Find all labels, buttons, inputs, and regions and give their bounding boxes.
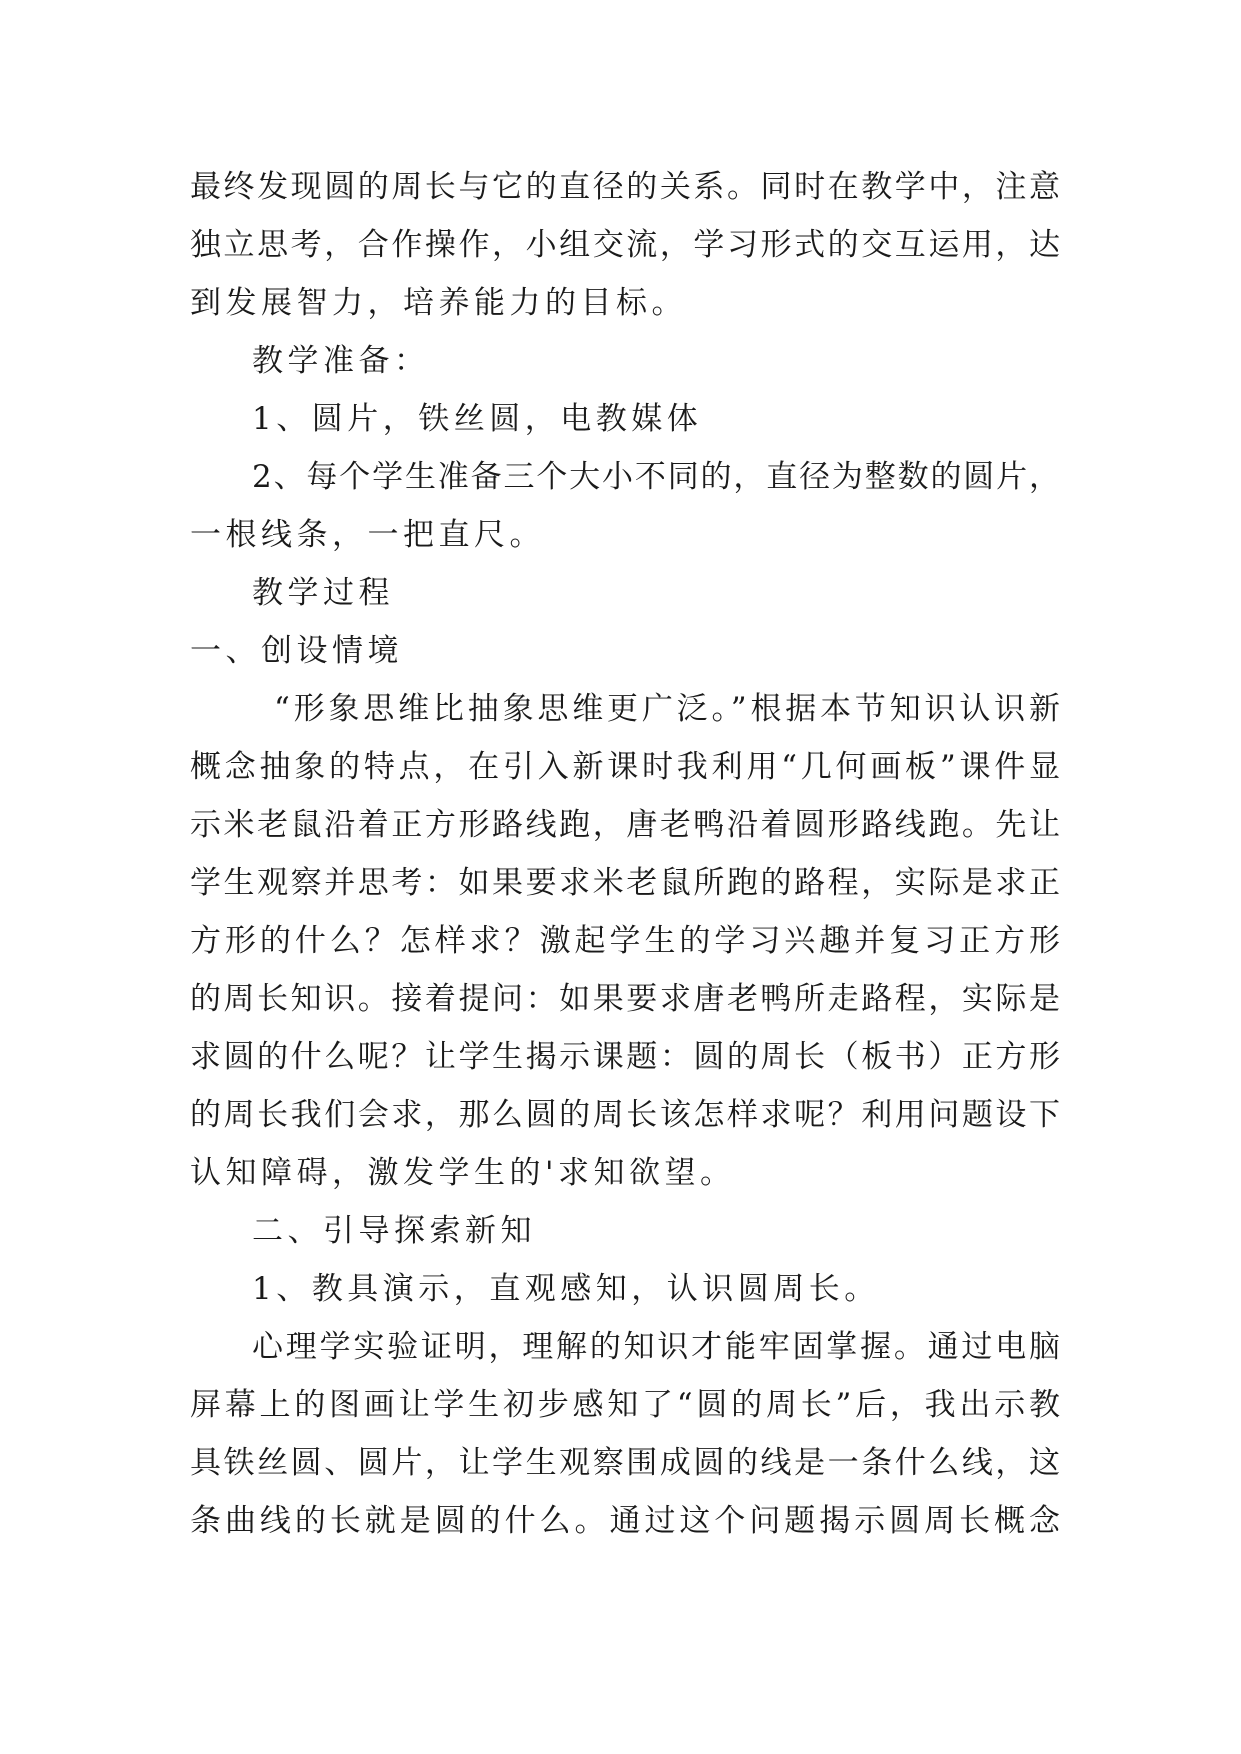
text-line: 的周长我们会求，那么圆的周长该怎样求呢？利用问题设下: [190, 1097, 1060, 1133]
list-item: 1、圆片，铁丝圆，电教媒体: [252, 401, 703, 437]
text-line: 认知障碍，激发学生的'求知欲望。: [190, 1155, 736, 1191]
text-line: 一根线条，一把直尺。: [190, 517, 545, 553]
text-line: 方形的什么？怎样求？激起学生的学习兴趣并复习正方形: [190, 923, 1060, 959]
text-line: 独立思考，合作操作，小组交流，学习形式的交互运用，达: [190, 227, 1060, 263]
text-line: 到发展智力，培养能力的目标。: [190, 285, 687, 321]
text-line: 心理学实验证明，理解的知识才能牢固掌握。通过电脑: [252, 1329, 1060, 1365]
text-line: 的周长知识。接着提问：如果要求唐老鸭所走路程，实际是: [190, 981, 1060, 1017]
document-page: [190, 158, 1060, 1550]
text-line: 条曲线的长就是圆的什么。通过这个问题揭示圆周长概念: [190, 1503, 1060, 1539]
list-item: 1、教具演示，直观感知，认识圆周长。: [252, 1271, 880, 1307]
section-label-process: 教学过程: [252, 575, 394, 611]
section-heading: 一、创设情境: [190, 633, 403, 669]
text-line: 最终发现圆的周长与它的直径的关系。同时在教学中，注意: [190, 169, 1060, 205]
text-line: “形象思维比抽象思维更广泛。”根据本节知识认识新: [274, 691, 1060, 727]
list-item: 2、每个学生准备三个大小不同的，直径为整数的圆片，: [252, 459, 1060, 495]
text-line: 学生观察并思考：如果要求米老鼠所跑的路程，实际是求正: [190, 865, 1060, 901]
text-line: 具铁丝圆、圆片，让学生观察围成圆的线是一条什么线，这: [190, 1445, 1060, 1481]
text-line: 求圆的什么呢？让学生揭示课题：圆的周长（板书）正方形: [190, 1039, 1060, 1075]
text-line: 概念抽象的特点，在引入新课时我利用“几何画板”课件显: [190, 749, 1060, 785]
text-line: 示米老鼠沿着正方形路线跑，唐老鸭沿着圆形路线跑。先让: [190, 807, 1060, 843]
section-heading: 二、引导探索新知: [252, 1213, 536, 1249]
text-line: 屏幕上的图画让学生初步感知了“圆的周长”后，我出示教: [190, 1387, 1060, 1423]
section-label-preparation: 教学准备：: [252, 343, 430, 379]
